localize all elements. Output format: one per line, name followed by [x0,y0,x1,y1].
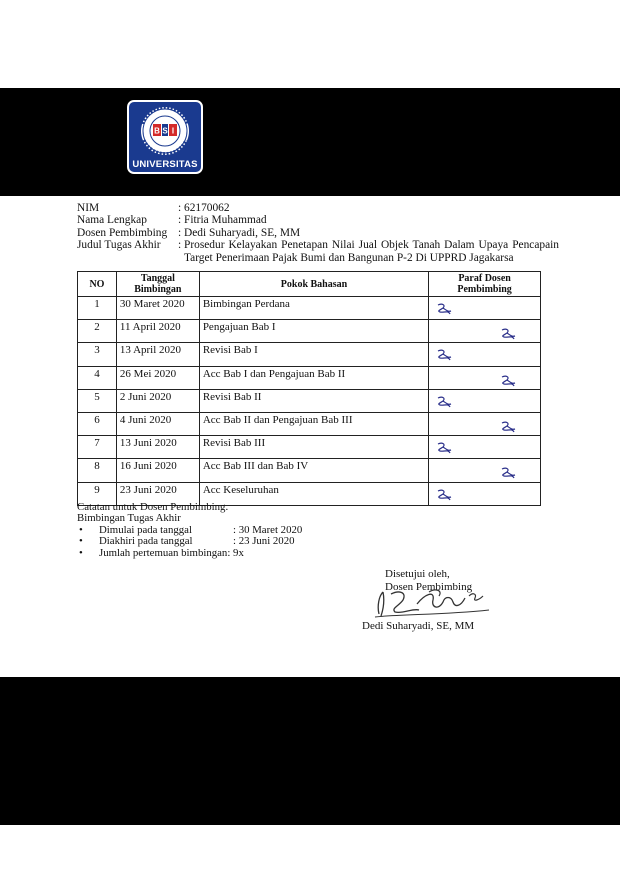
cell-no: 1 [78,297,117,320]
cell-topic: Bimbingan Perdana [199,297,428,320]
cell-no: 3 [78,343,117,366]
note-label: Jumlah pertemuan bimbingan [99,546,228,559]
cell-date: 4 Juni 2020 [116,412,199,435]
paraf-signature-icon [434,395,454,411]
advisor-row: Dosen Pembimbing : Dedi Suharyadi, SE, MM [77,227,559,239]
approval-block [362,568,475,632]
cell-paraf [429,459,541,482]
cell-date: 16 Juni 2020 [116,459,199,482]
cell-paraf [429,436,541,459]
cell-paraf [429,343,541,366]
cell-no: 7 [78,436,117,459]
table-row [78,320,541,343]
top-black-band [0,88,620,196]
advisor-signature-icon [373,584,503,620]
cell-topic: Revisi Bab I [199,343,428,366]
list-item [77,536,302,547]
col-header-no: NO [78,272,117,297]
note-label: Dimulai pada tanggal [99,523,192,536]
svg-text:I: I [171,126,175,136]
student-info [77,202,559,264]
paraf-signature-icon [498,420,518,436]
cell-paraf [429,320,541,343]
cell-topic: Revisi Bab II [199,389,428,412]
note-value: : 30 Maret 2020 [233,523,303,536]
table-row [78,389,541,412]
paraf-signature-icon [434,488,454,504]
paraf-signature-icon [498,466,518,482]
nim-label: NIM [77,202,100,214]
col-header-paraf: Paraf Dosen Pembimbing [429,272,541,297]
cell-paraf [429,412,541,435]
nim-value: 62170062 [184,202,230,214]
cell-topic: Acc Bab II dan Pengajuan Bab III [199,412,428,435]
cell-topic: Pengajuan Bab I [199,320,428,343]
advisor-label: Dosen Pembimbing [77,226,168,239]
cell-no: 6 [78,412,117,435]
col-header-date: Tanggal Bimbingan [116,272,199,297]
note-value: : 23 Juni 2020 [233,535,295,548]
cell-paraf [429,297,541,320]
table-row [78,436,541,459]
approver-role: Dosen Pembimbing [385,580,473,593]
advisor-value: Dedi Suharyadi, SE, MM [184,226,301,239]
advisor-notes [77,502,302,559]
cell-date: 13 April 2020 [116,343,199,366]
paraf-signature-icon [434,348,454,364]
cell-topic: Revisi Bab III [199,436,428,459]
cell-topic: Acc Bab III dan Bab IV [199,459,428,482]
cell-date: 11 April 2020 [116,320,199,343]
cell-no: 5 [78,389,117,412]
cell-no: 2 [78,320,117,343]
logo-wordmark: UNIVERSITAS [132,159,198,170]
cell-date: 2 Juni 2020 [116,389,199,412]
cell-date: 26 Mei 2020 [116,366,199,389]
name-value: Fitria Muhammad [184,214,267,227]
bsi-emblem-icon [129,102,201,158]
col-header-topic: Pokok Bahasan [199,272,428,297]
notes-subtitle: Bimbingan Tugas Akhir [77,512,181,525]
thesis-row: Judul Tugas Akhir : Prosedur Kelayakan Penetapan Nilai Jual Objek Tanah Dalam Upaya Pencapain Target Penerimaan Pajak Bumi dan Bangunan P-2 Di UPPRD Jagakarsa [77,239,559,264]
cell-topic: Acc Keseluruhan [199,482,428,505]
name-row: Nama Lengkap : Fitria Muhammad [77,214,559,226]
cell-no: 9 [78,482,117,505]
svg-text:B: B [154,126,160,136]
paraf-signature-icon [434,302,454,318]
table-row [78,297,541,320]
name-label: Nama Lengkap [77,214,147,227]
table-header-row [78,272,541,297]
notes-list [77,525,302,559]
note-label: Diakhiri pada tanggal [99,535,193,548]
thesis-title: Prosedur Kelayakan Penetapan Nilai Jual Objek Tanah Dalam Upaya Pencapain Target Penerimaan Pajak Bumi dan Bangunan P-2 Di UPPRD Jagakarsa [184,239,559,264]
bullet-icon: • [79,535,83,548]
note-value: : 9x [227,546,244,559]
guidance-log-table [77,271,541,506]
cell-paraf [429,482,541,505]
cell-date: 13 Juni 2020 [116,436,199,459]
cell-paraf [429,389,541,412]
cell-no: 8 [78,459,117,482]
table-row [78,412,541,435]
cell-no: 4 [78,366,117,389]
bullet-icon: • [79,523,83,536]
cell-date: 23 Juni 2020 [116,482,199,505]
cell-paraf [429,366,541,389]
bullet-icon: • [79,546,83,559]
cell-topic: Acc Bab I dan Pengajuan Bab II [199,366,428,389]
thesis-label: Judul Tugas Akhir [77,239,161,252]
table-body [78,297,541,506]
notes-title: Catatan untuk Dosen Pembimbing. [77,501,229,513]
table-row [78,366,541,389]
paraf-signature-icon [434,441,454,457]
bottom-black-band [0,677,620,825]
table-row [78,343,541,366]
paraf-signature-icon [498,374,518,390]
nim-row: NIM : 62170062 [77,202,559,214]
paraf-signature-icon [498,327,518,343]
cell-date: 30 Maret 2020 [116,297,199,320]
university-logo [127,100,203,174]
approved-by: Disetujui oleh, [385,568,450,580]
svg-text:S: S [162,126,168,136]
approver-name: Dedi Suharyadi, SE, MM [362,620,475,632]
list-item [77,548,302,559]
table-row [78,459,541,482]
